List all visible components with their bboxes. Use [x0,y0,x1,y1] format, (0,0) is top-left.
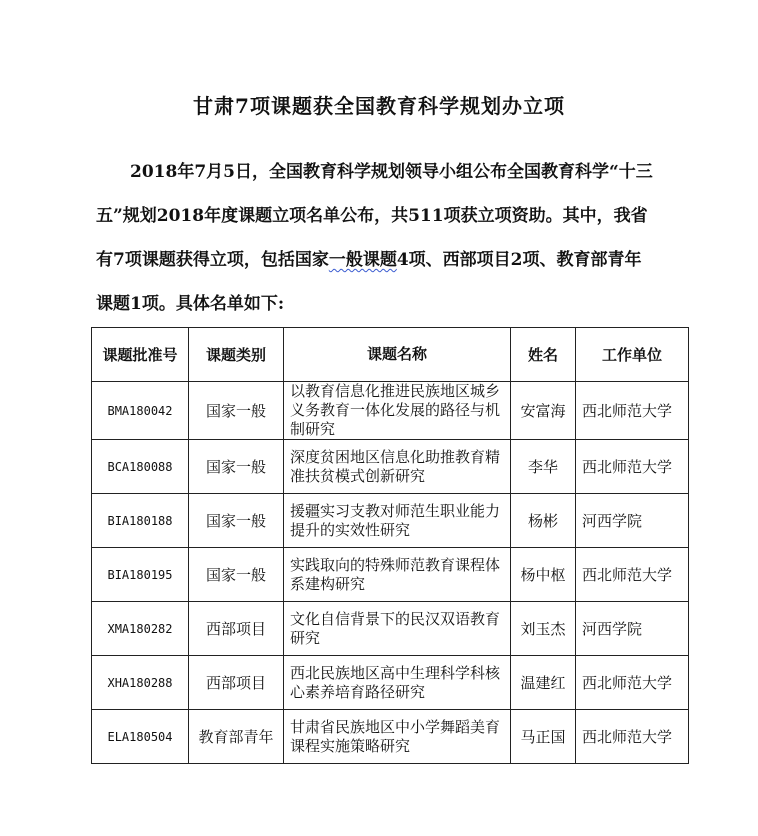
spellcheck-underlined-text: 一般课题 [328,250,397,270]
header-project-name: 课题名称 [284,328,511,382]
header-work-unit: 工作单位 [576,328,689,382]
cell-project-name: 援疆实习支教对师范生职业能力提升的实效性研究 [284,494,511,548]
table-row [92,494,689,548]
cell-category: 国家一般 [189,494,284,548]
header-person-name: 姓名 [511,328,576,382]
cell-project-name: 以教育信息化推进民族地区城乡义务教育一体化发展的路径与机制研究 [284,382,511,440]
intro-text-after: 4项、西部项目2项、教育部青年课题1项。具体名单如下: [96,250,642,314]
header-category: 课题类别 [189,328,284,382]
table-row [92,656,689,710]
cell-category: 国家一般 [189,382,284,440]
cell-person-name: 杨中枢 [511,548,576,602]
cell-project-name: 实践取向的特殊师范教育课程体系建构研究 [284,548,511,602]
cell-project-name: 文化自信背景下的民汉双语教育研究 [284,602,511,656]
table-row [92,548,689,602]
cell-person-name: 刘玉杰 [511,602,576,656]
cell-approval-number: BCA180088 [92,440,189,494]
header-approval-number: 课题批准号 [92,328,189,382]
cell-work-unit: 河西学院 [576,602,689,656]
cell-work-unit: 西北师范大学 [576,440,689,494]
cell-work-unit: 西北师范大学 [576,382,689,440]
cell-person-name: 杨彬 [511,494,576,548]
cell-work-unit: 西北师范大学 [576,710,689,764]
table-row [92,382,689,440]
cell-approval-number: ELA180504 [92,710,189,764]
project-table [91,327,689,764]
document-title: 甘肃7项课题获全国教育科学规划办立项 [193,94,565,118]
cell-project-name: 深度贫困地区信息化助推教育精准扶贫模式创新研究 [284,440,511,494]
cell-approval-number: BMA180042 [92,382,189,440]
cell-work-unit: 河西学院 [576,494,689,548]
table-header-row [92,328,689,382]
cell-approval-number: BIA180188 [92,494,189,548]
cell-approval-number: BIA180195 [92,548,189,602]
cell-person-name: 马正国 [511,710,576,764]
cell-category: 西部项目 [189,656,284,710]
cell-work-unit: 西北师范大学 [576,548,689,602]
cell-project-name: 西北民族地区高中生理科学科核心素养培育路径研究 [284,656,511,710]
cell-person-name: 安富海 [511,382,576,440]
table-row [92,602,689,656]
cell-person-name: 温建红 [511,656,576,710]
cell-person-name: 李华 [511,440,576,494]
cell-work-unit: 西北师范大学 [576,656,689,710]
cell-category: 国家一般 [189,440,284,494]
cell-project-name: 甘肃省民族地区中小学舞蹈美育课程实施策略研究 [284,710,511,764]
table-row [92,440,689,494]
intro-text-before: 2018年7月5日，全国教育科学规划领导小组公布全国教育科学“十三五”规划2018年度课题立项名单公布，共511项获立项资助。其中，我省有7项课题获得立项，包括国家 [96,162,653,270]
cell-approval-number: XHA180288 [92,656,189,710]
intro-paragraph [96,150,656,326]
cell-category: 教育部青年 [189,710,284,764]
cell-approval-number: XMA180282 [92,602,189,656]
cell-category: 国家一般 [189,548,284,602]
table-row [92,710,689,764]
cell-category: 西部项目 [189,602,284,656]
